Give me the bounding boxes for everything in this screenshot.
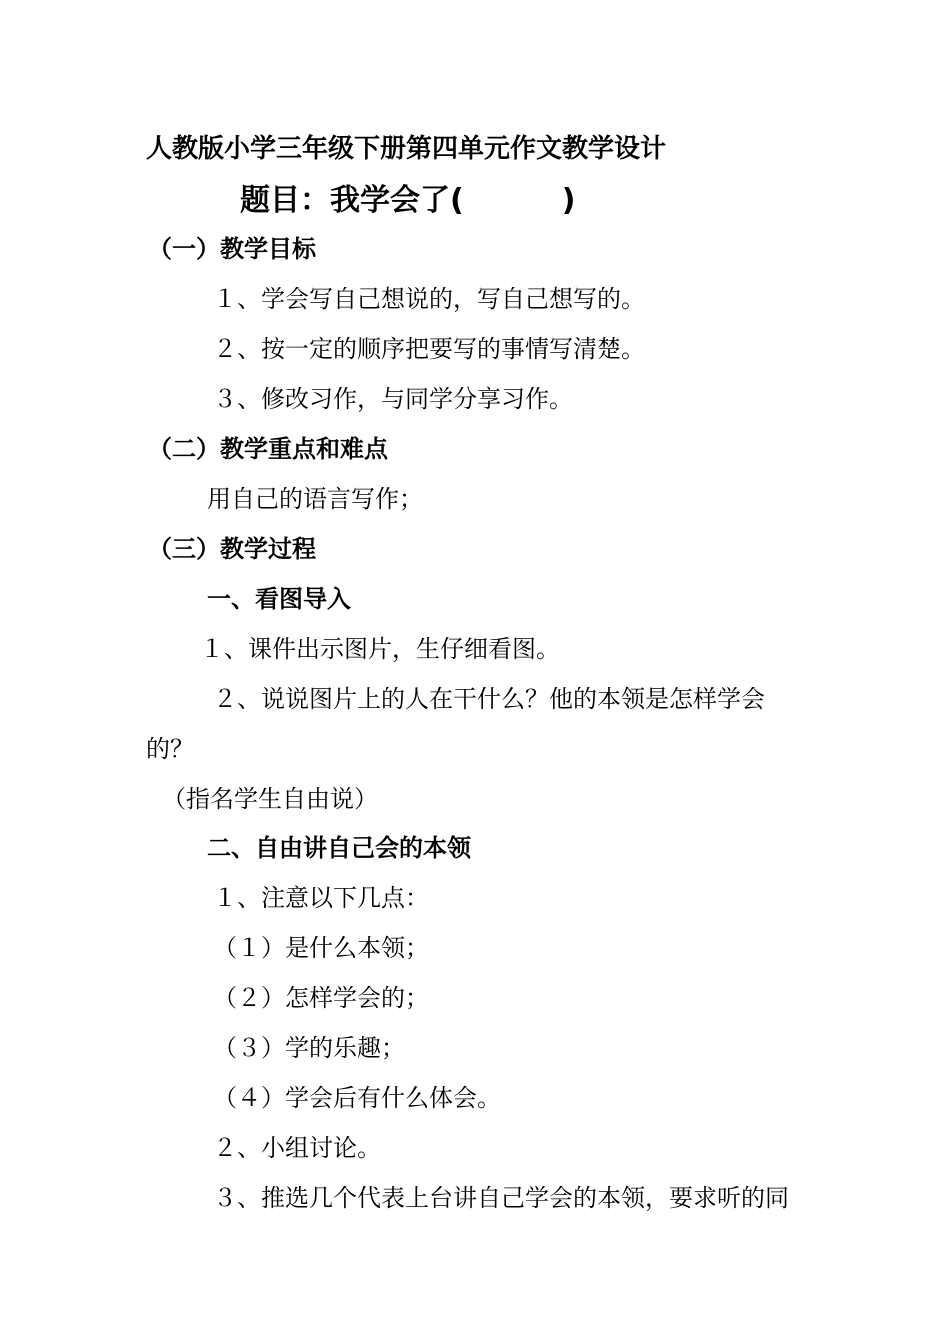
document-title: 人教版小学三年级下册第四单元作文教学设计 — [146, 134, 667, 164]
process-part2-heading: 二、自由讲自己会的本领 — [207, 834, 471, 862]
subtitle-prefix: 题目：我学会了( — [240, 183, 464, 218]
process-part2-step: １、注意以下几点： — [213, 884, 429, 912]
process-part2-point: （２）怎样学会的； — [213, 984, 429, 1012]
process-part2-step: ２、小组讨论。 — [213, 1134, 381, 1162]
process-part1-heading: 一、看图导入 — [207, 585, 351, 613]
objective-item: ２、按一定的顺序把要写的事情写清楚。 — [213, 335, 645, 363]
section-heading-key-points: （二）教学重点和难点 — [148, 435, 388, 463]
process-part2-point: （３）学的乐趣； — [213, 1034, 405, 1062]
document-subtitle — [240, 183, 575, 219]
process-part1-step: ２、说说图片上的人在干什么？他的本领是怎样学会 — [213, 685, 765, 713]
process-part1-step-continued: 的？ — [146, 735, 194, 763]
section-heading-objectives: （一）教学目标 — [148, 235, 316, 263]
process-part1-step: １、课件出示图片，生仔细看图。 — [200, 635, 560, 663]
process-part2-step: ３、推选几个代表上台讲自己学会的本领，要求听的同 — [213, 1184, 789, 1212]
process-part2-point: （１）是什么本领； — [213, 934, 429, 962]
process-part2-point: （４）学会后有什么体会。 — [213, 1084, 501, 1112]
key-points-text: 用自己的语言写作； — [207, 485, 423, 513]
objective-item: １、学会写自己想说的，写自己想写的。 — [213, 285, 645, 313]
process-part1-note: （指名学生自由说） — [162, 785, 378, 813]
objective-item: ３、修改习作，与同学分享习作。 — [213, 385, 573, 413]
section-heading-process: （三）教学过程 — [148, 535, 316, 563]
subtitle-suffix: ) — [561, 183, 576, 218]
